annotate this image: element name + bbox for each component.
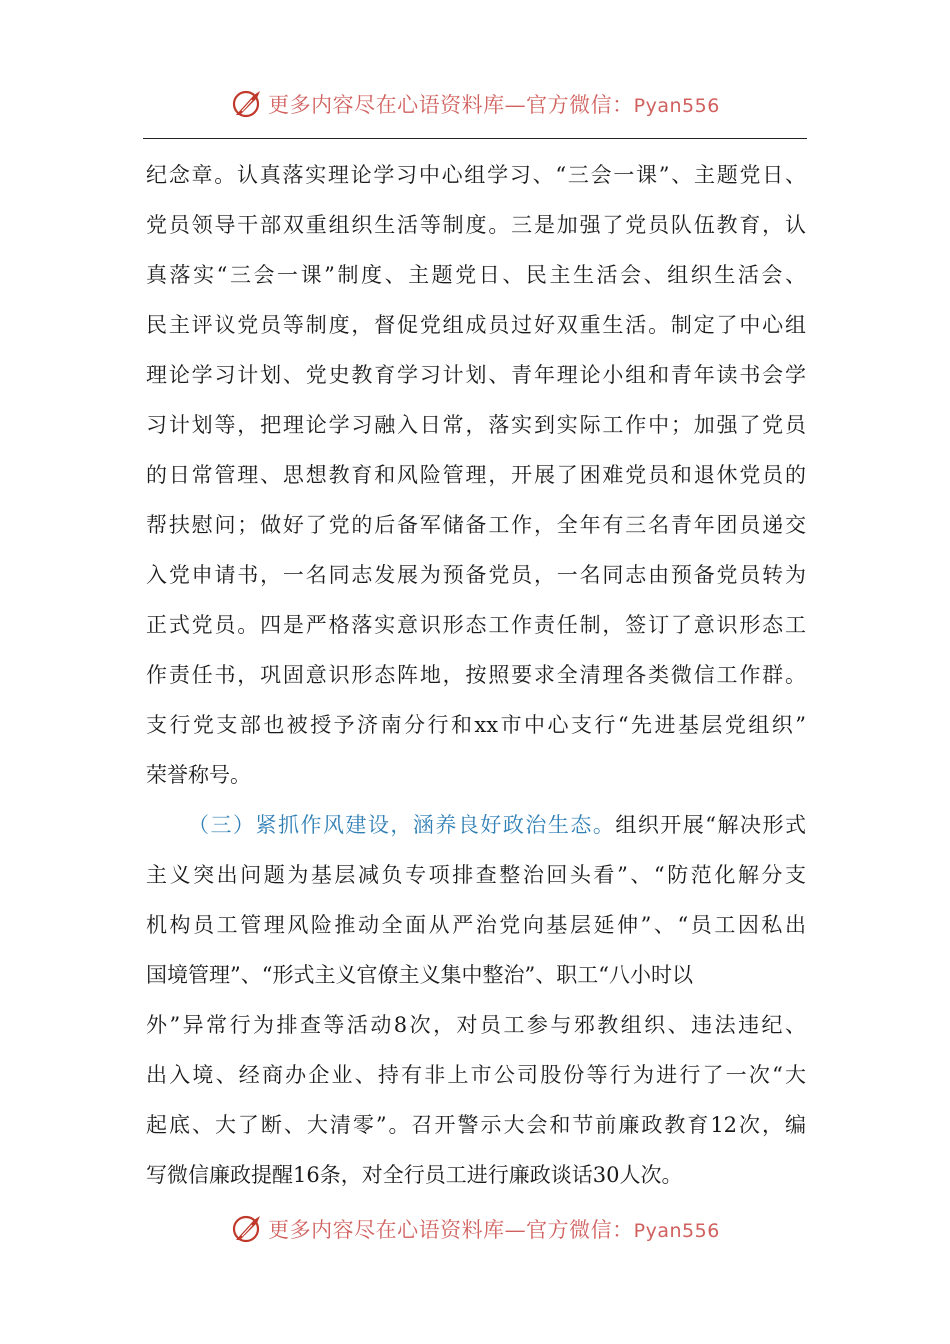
section-3-heading: （三）紧抓作风建设，涵养良好政治生态。 <box>188 813 616 837</box>
text-line: 理论学习计划、党史教育学习计划、青年理论小组和青年读书会学 <box>146 363 806 387</box>
footer-banner-text: 更多内容尽在心语资料库—官方微信：Pyan556 <box>268 1218 720 1242</box>
text-line: 主义突出问题为基层减负专项排查整治回头看”、“防范化解分支 <box>146 863 806 887</box>
header-divider <box>143 138 807 139</box>
text-line: 民主评议党员等制度，督促党组成员过好双重生活。制定了中心组 <box>146 313 806 337</box>
section-3-first-line <box>146 800 806 850</box>
text-line: 真落实“三会一课”制度、主题党日、民主生活会、组织生活会、 <box>146 263 806 287</box>
footer-banner <box>0 1209 950 1249</box>
text-line: 外”异常行为排查等活动8次，对员工参与邪教组织、违法违纪、 <box>146 1013 806 1037</box>
text-line: 荣誉称号。 <box>146 763 251 787</box>
section-3 <box>146 800 806 1200</box>
text-line: 的日常管理、思想教育和风险管理，开展了困难党员和退休党员的 <box>146 463 806 487</box>
text-line: 入党申请书，一名同志发展为预备党员，一名同志由预备党员转为 <box>146 563 806 587</box>
text-line: 写微信廉政提醒16条，对全行员工进行廉政谈话30人次。 <box>146 1163 683 1187</box>
paragraph-1 <box>146 150 806 800</box>
text-line: 国境管理”、“形式主义官僚主义集中整治”、职工“八小时以 <box>146 963 693 987</box>
text-line: 支行党支部也被授予济南分行和xx市中心支行“先进基层党组织” <box>146 713 806 737</box>
header-wechat-id: Pyan556 <box>633 95 720 117</box>
header-banner <box>0 84 950 124</box>
footer-wechat-id: Pyan556 <box>633 1220 720 1242</box>
header-banner-text: 更多内容尽在心语资料库—官方微信：Pyan556 <box>268 93 720 117</box>
document-body <box>146 150 806 1200</box>
text-line: 出入境、经商办企业、持有非上市公司股份等行为进行了一次“大 <box>146 1063 806 1087</box>
text-line: 机构员工管理风险推动全面从严治党向基层延伸”、“员工因私出 <box>146 913 806 937</box>
text-line: 纪念章。认真落实理论学习中心组学习、“三会一课”、主题党日、 <box>146 163 806 187</box>
section-3-first-line-text: 组织开展“解决形式 <box>615 813 806 837</box>
text-line: 起底、大了断、大清零”。召开警示大会和节前廉政教育12次，编 <box>146 1113 806 1137</box>
quill-logo-icon <box>230 87 264 121</box>
quill-logo-icon <box>230 1212 264 1246</box>
text-line: 党员领导干部双重组织生活等制度。三是加强了党员队伍教育，认 <box>146 213 806 237</box>
text-line: 帮扶慰问；做好了党的后备军储备工作，全年有三名青年团员递交 <box>146 513 806 537</box>
text-line: 正式党员。四是严格落实意识形态工作责任制，签订了意识形态工 <box>146 613 806 637</box>
text-line: 作责任书，巩固意识形态阵地，按照要求全清理各类微信工作群。 <box>146 663 806 687</box>
text-line: 习计划等，把理论学习融入日常，落实到实际工作中；加强了党员 <box>146 413 806 437</box>
